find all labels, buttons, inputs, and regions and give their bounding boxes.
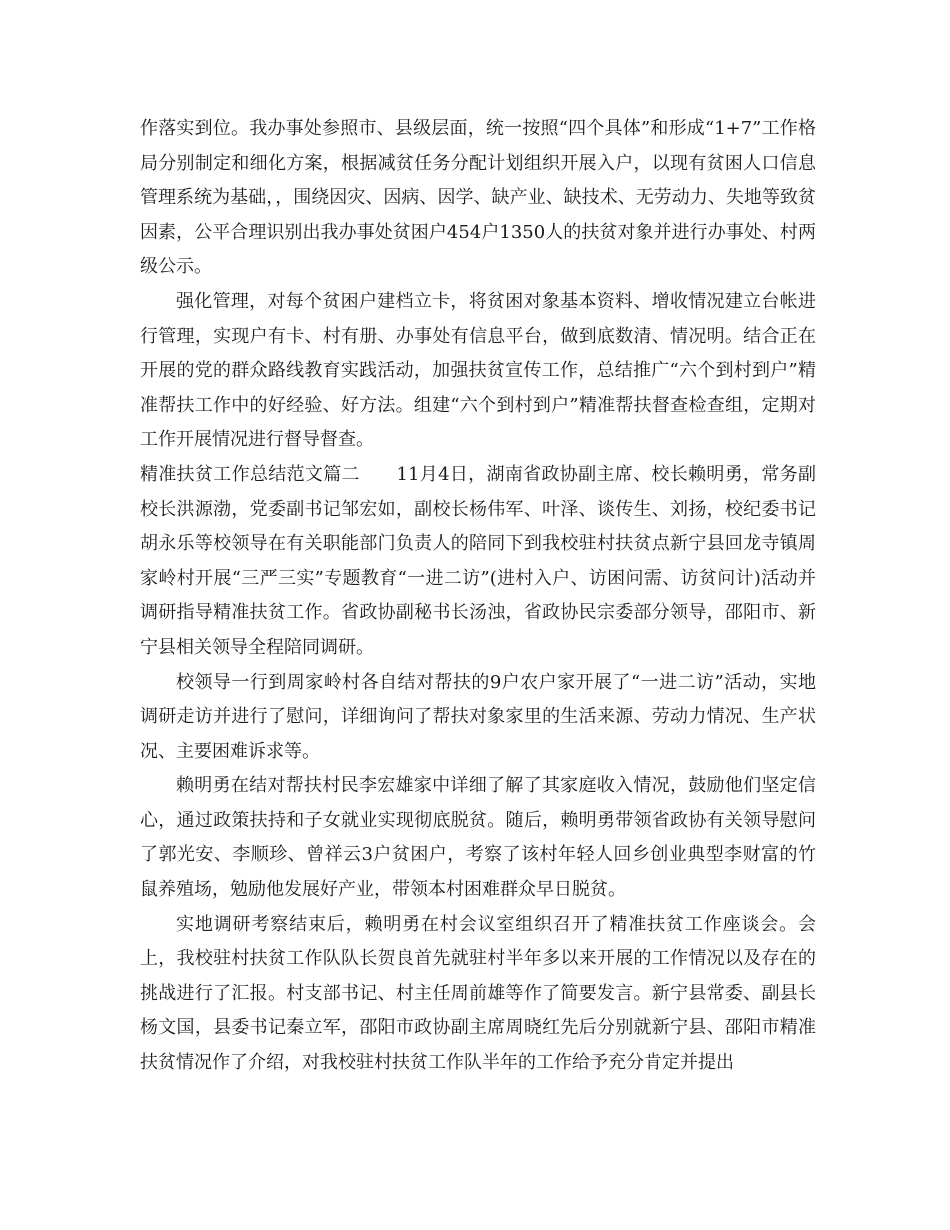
paragraph-2: 强化管理，对每个贫困户建档立卡，将贫困对象基本资料、增收情况建立台帐进行管理，实现户有卡、村有册、办事处有信息平台，做到底数清、情况明。结合正在开展的党的群众路线教育实践活动，加强扶贫宣传工作，总结推广“六个到村到户”精准帮扶工作中的好经验、好方法。组建“六个到村到户”精准帮扶督查检查组，定期对工作开展情况进行督导督查。 [140,290,816,451]
paragraph-1: 作落实到位。我办事处参照市、县级层面，统一按照“四个具体”和形成“1+7”工作格局分别制定和细化方案，根据减贫任务分配计划组织开展入户，以现有贫困人口信息管理系统为基础，，围绕因灾、因病、因学、缺产业、缺技术、无劳动力、失地等致贫因素，公平合理识别出我办事处贫困户454户1350人的扶贫对象并进行办事处、村两级公示。 [140,118,816,278]
document-body [140,112,816,1081]
paragraph-5: 赖明勇在结对帮扶村民李宏雄家中详细了解了其家庭收入情况，鼓励他们坚定信心，通过政策扶持和子女就业实现彻底脱贫。随后，赖明勇带领省政协有关领导慰问了郭光安、李顺珍、曾祥云3户贫困户，考察了该村年轻人回乡创业典型李财富的竹鼠养殖场，勉励他发展好产业，带领本村困难群众早日脱贫。 [140,775,816,901]
paragraph-6: 实地调研考察结束后，赖明勇在村会议室组织召开了精准扶贫工作座谈会。会上，我校驻村扶贫工作队队长贺良首先就驻村半年多以来开展的工作情况以及存在的挑战进行了汇报。村支部书记、村主任周前雄等作了简要发言。新宁县常委、副县长杨文国，县委书记秦立军，邵阳市政协副主席周晓红先后分别就新宁县、邵阳市精准扶贫情况作了介绍，对我校驻村扶贫工作队半年的工作给予充分肯定并提出 [140,913,816,1074]
paragraph-3: 精准扶贫工作总结范文篇二 11月4日，湖南省政协副主席、校长赖明勇，常务副校长洪源渤，党委副书记邹宏如，副校长杨伟军、叶泽、谈传生、刘扬，校纪委书记胡永乐等校领导在有关职能部门负责人的陪同下到我校驻村扶贫点新宁县回龙寺镇周家岭村开展“三严三实”专题教育“一进二访”(进村入户、访困问需、访贫问计)活动并调研指导精准扶贫工作。省政协副秘书长汤浊，省政协民宗委部分领导，邵阳市、新宁县相关领导全程陪同调研。 [140,463,816,658]
paragraph-4: 校领导一行到周家岭村各自结对帮扶的9户农户家开展了“一进二访”活动，实地调研走访并进行了慰问，详细询问了帮扶对象家里的生活来源、劳动力情况、生产状况、主要困难诉求等。 [140,671,816,762]
